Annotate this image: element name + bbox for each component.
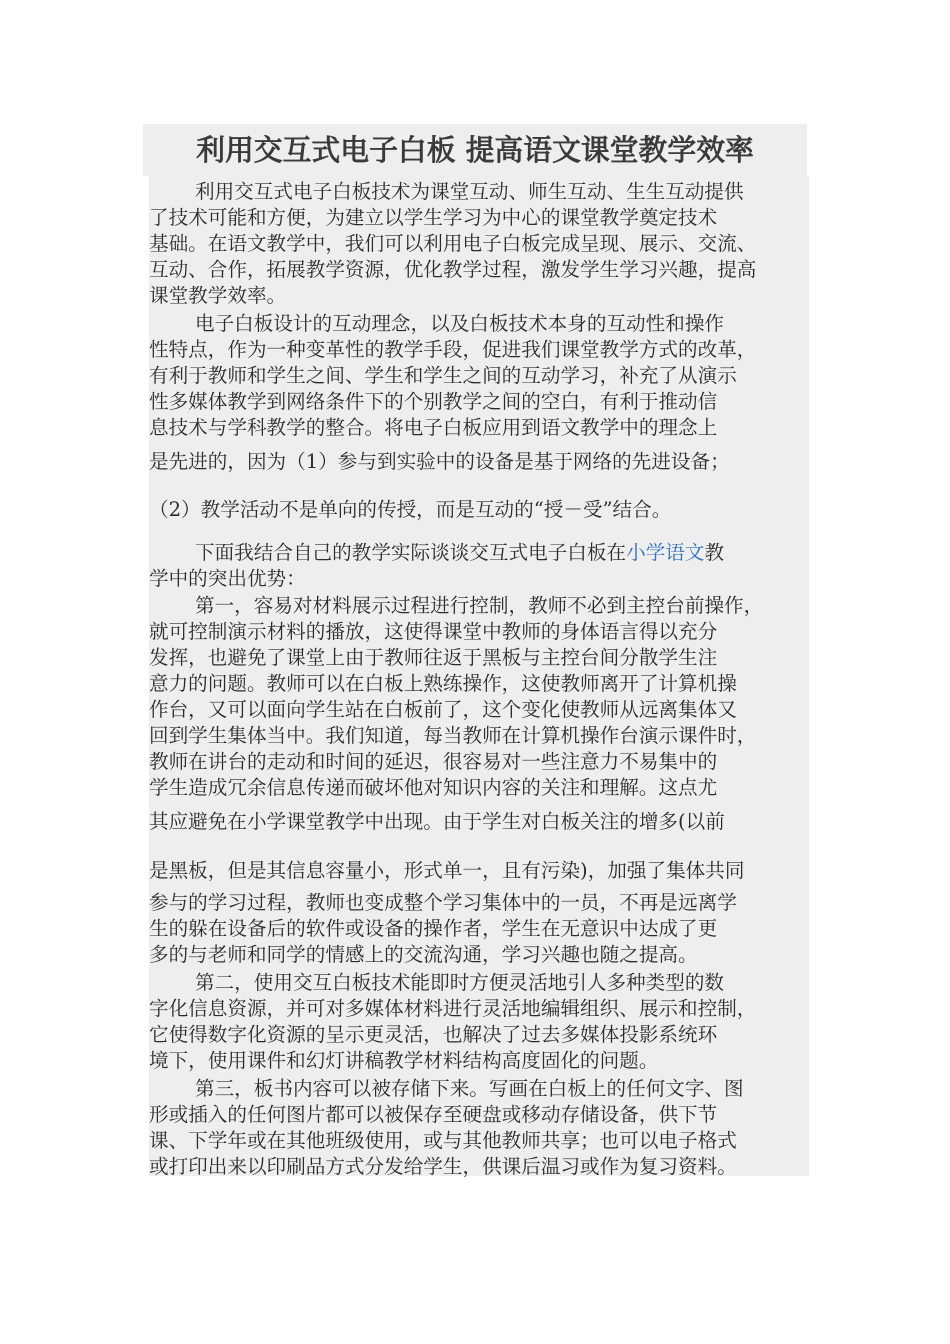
text-line: 学中的突出优势： bbox=[149, 567, 306, 590]
text-line: 意力的问题。教师可以在白板上熟练操作，这使教师离开了计算机操 bbox=[149, 672, 737, 695]
text-line: 是先进的，因为（1）参与到实验中的设备是基于网络的先进设备； bbox=[149, 450, 730, 473]
text-line: 就可控制演示材料的播放，这使得课堂中教师的身体语言得以充分 bbox=[149, 620, 718, 643]
text-line: 第三，板书内容可以被存储下来。写画在白板上的任何文字、图 bbox=[195, 1077, 744, 1100]
text-line: 第一，容易对材料展示过程进行控制，教师不必到主控台前操作， bbox=[195, 594, 764, 617]
text-line: 性特点，作为一种变革性的教学手段，促进我们课堂教学方式的改革， bbox=[149, 338, 757, 361]
text-line: 形或插入的任何图片都可以被保存至硬盘或移动存储设备，供下节 bbox=[149, 1103, 718, 1126]
text-line: 互动、合作，拓展教学资源，优化教学过程，激发学生学习兴趣，提高 bbox=[149, 258, 757, 281]
document-title: 利用交互式电子白板 提高语文课堂教学效率 bbox=[196, 133, 754, 167]
text-line: 学生造成冗余信息传递而破坏他对知识内容的关注和理解。这点尤 bbox=[149, 776, 718, 799]
text-line: 利用交互式电子白板技术为课堂互动、师生互动、生生互动提供 bbox=[195, 180, 744, 203]
text-line: 作台，又可以面向学生站在白板前了，这个变化使教师从远离集体又 bbox=[149, 698, 737, 721]
text-line: 性多媒体教学到网络条件下的个别教学之间的空白，有利于推动信 bbox=[149, 390, 718, 413]
text-line: 或打印出来以印刷品方式分发给学生，供课后温习或作为复习资料。 bbox=[149, 1155, 737, 1178]
text-line: 基础。在语文教学中，我们可以利用电子白板完成呈现、展示、交流、 bbox=[149, 232, 757, 255]
text-line: 教师在讲台的走动和时间的延迟，很容易对一些注意力不易集中的 bbox=[149, 750, 718, 773]
text-line: 发挥，也避免了课堂上由于教师往返于黑板与主控台间分散学生注 bbox=[149, 646, 718, 669]
text-line: 它使得数字化资源的呈示更灵活，也解决了过去多媒体投影系统环 bbox=[149, 1023, 718, 1046]
text-line: 生的躲在设备后的软件或设备的操作者，学生在无意识中达成了更 bbox=[149, 917, 718, 940]
text-line: 课堂教学效率。 bbox=[149, 284, 287, 307]
text-line: 参与的学习过程，教师也变成整个学习集体中的一员，不再是远离学 bbox=[149, 891, 737, 914]
text-line bbox=[195, 541, 724, 565]
text-line: 是黑板，但是其信息容量小，形式单一，且有污染)，加强了集体共同 bbox=[149, 859, 745, 882]
text-line: 回到学生集体当中。我们知道，每当教师在计算机操作台演示课件时， bbox=[149, 724, 757, 747]
text-line: （2）教学活动不是单向的传授，而是互动的“授－受”结合。 bbox=[149, 498, 672, 521]
text-line: 第二，使用交互白板技术能即时方便灵活地引人多种类型的数 bbox=[195, 971, 725, 994]
text-line: 课、下学年或在其他班级使用，或与其他教师共享；也可以电子格式 bbox=[149, 1129, 737, 1152]
title-bar bbox=[143, 124, 807, 176]
text-line: 字化信息资源，并可对多媒体材料进行灵活地编辑组织、展示和控制， bbox=[149, 997, 757, 1020]
text-line: 有利于教师和学生之间、学生和学生之间的互动学习，补充了从演示 bbox=[149, 364, 737, 387]
text-line: 境下，使用课件和幻灯讲稿教学材料结构高度固化的问题。 bbox=[149, 1049, 659, 1072]
text-line: 多的与老师和同学的情感上的交流沟通，学习兴趣也随之提高。 bbox=[149, 943, 698, 966]
text-line: 了技术可能和方便，为建立以学生学习为中心的课堂教学奠定技术 bbox=[149, 206, 718, 229]
text-line: 其应避免在小学课堂教学中出现。由于学生对白板关注的增多(以前 bbox=[149, 810, 725, 833]
text-line: 电子白板设计的互动理念，以及白板技术本身的互动性和操作 bbox=[195, 312, 725, 335]
text-line: 息技术与学科教学的整合。将电子白板应用到语文教学中的理念上 bbox=[149, 416, 718, 439]
text-span: 下面我结合自己的教学实际谈谈交互式电子白板在 bbox=[195, 541, 627, 564]
primary-chinese-link[interactable]: 小学语文 bbox=[626, 541, 705, 564]
text-span: 教 bbox=[704, 541, 725, 564]
